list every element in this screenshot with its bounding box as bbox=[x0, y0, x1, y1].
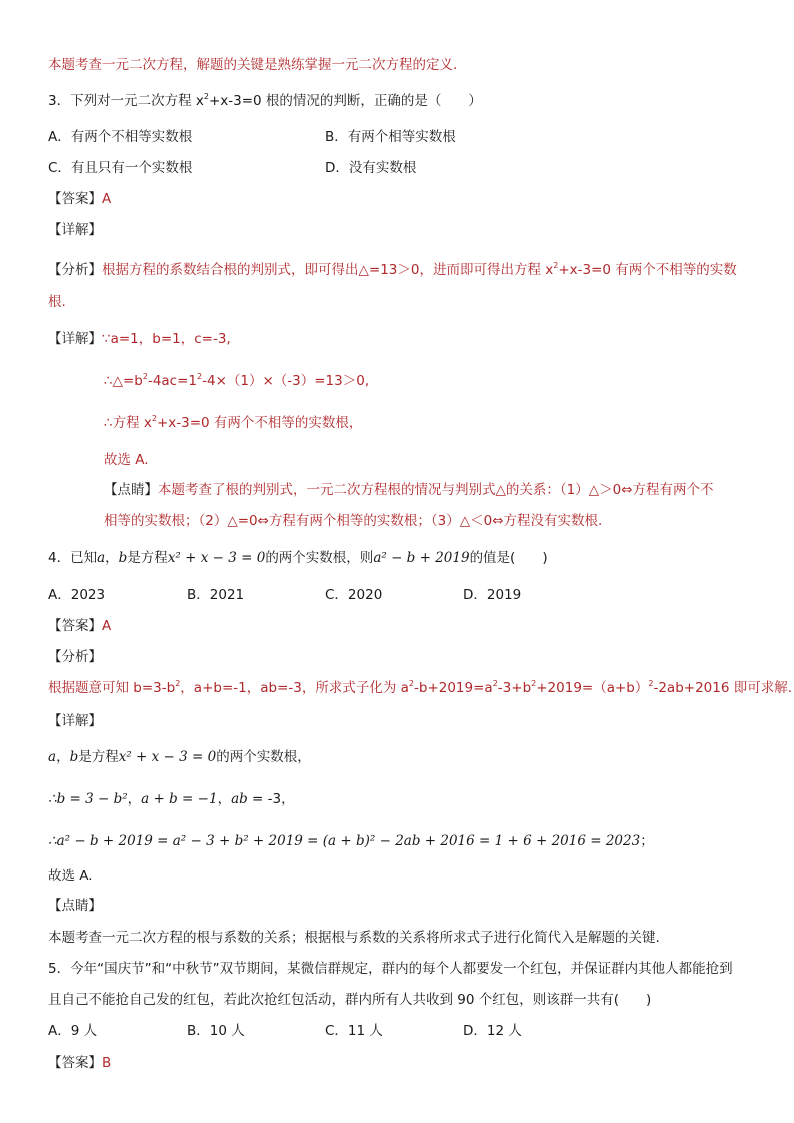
q5-option-a: A．9 人 bbox=[48, 1023, 98, 1039]
q3-analysis: 【分析】根据方程的系数结合根的判别式，即可得出△=13＞0，进而即可得出方程 $x^2+x-3=0$ 有两个不相等的实数 bbox=[48, 261, 737, 278]
q3-option-a: A．有两个不相等实数根 bbox=[48, 129, 193, 145]
q3-answer: 【答案】A bbox=[48, 191, 112, 207]
q3-comment: 【点睛】本题考查了根的判别式，一元二次方程根的情况与判别式△的关系：（1）△＞0⇔方程有两个不 bbox=[104, 482, 714, 498]
q5-option-d: D．12 人 bbox=[463, 1023, 522, 1039]
q3-option-d: D．没有实数根 bbox=[325, 160, 417, 176]
q3-solution-line2: $\therefore\triangle=b^2-4ac=1^2-4\times(1)\times(-3)=13>0$, bbox=[104, 372, 370, 389]
q4-detail-line4: 故选 A. bbox=[48, 868, 93, 884]
q4-option-b: B．2021 bbox=[187, 587, 245, 603]
q4-stem: 4．已知a，b是方程x² + x − 3 = 0的两个实数根，则a² − b + 2019的值是( ) bbox=[48, 550, 548, 566]
q4-analysis-tag: 【分析】 bbox=[48, 649, 102, 665]
q4-comment-tag: 【点睛】 bbox=[48, 898, 102, 914]
q4-option-c: C．2020 bbox=[325, 587, 383, 603]
q4-detail-line3: ∴a² − b + 2019 = a² − 3 + b² + 2019 = (a + b)² − 2ab + 2016 = 1 + 6 + 2016 = 2023； bbox=[48, 833, 654, 849]
q5-stem-line2: 且自己不能抢自己发的红包，若此次抢红包活动，群内所有人共收到 90 个红包，则该群一共有( ) bbox=[48, 992, 652, 1008]
q3-comment-line2: 相等的实数根；（2）△=0⇔方程有两个相等的实数根；（3）△＜0⇔方程没有实数根. bbox=[104, 513, 603, 529]
summary-text: 本题考查一元二次方程，解题的关键是熟练掌握一元二次方程的定义. bbox=[48, 57, 458, 73]
q5-answer: 【答案】B bbox=[48, 1055, 112, 1071]
q3-solution-line3: ∴方程 $x^2+x-3=0$ 有两个不相等的实数根， bbox=[104, 414, 363, 431]
q5-stem-line1: 5．今年“国庆节”和“中秋节”双节期间，某微信群规定，群内的每个人都要发一个红包，并保证群内其他人都能抢到 bbox=[48, 961, 733, 977]
q3-option-c: C．有且只有一个实数根 bbox=[48, 160, 193, 176]
q4-detail-tag: 【详解】 bbox=[48, 713, 102, 729]
q3-solution-line4: 故选 A. bbox=[104, 452, 149, 468]
q4-answer: 【答案】A bbox=[48, 618, 112, 634]
q3-stem: 3．下列对一元二次方程 $x^2+x-3=0$ 根的情况的判断，正确的是（ ） bbox=[48, 92, 482, 109]
q4-detail-line1: a，b是方程x² + x − 3 = 0的两个实数根， bbox=[48, 749, 311, 765]
q3-solution: 【详解】∵a=1，b=1，c=-3, bbox=[48, 331, 231, 347]
q4-detail-line2: ∴b = 3 − b²，a + b = −1，ab = -3， bbox=[48, 791, 295, 807]
q4-option-a: A．2023 bbox=[48, 587, 106, 603]
q3-detail-tag: 【详解】 bbox=[48, 222, 102, 238]
q3-option-b: B．有两个相等实数根 bbox=[325, 129, 456, 145]
q5-option-b: B．10 人 bbox=[187, 1023, 245, 1039]
q4-option-d: D．2019 bbox=[463, 587, 522, 603]
q4-analysis: 根据题意可知 $b=3-b^2$，a+b=-1，ab=-3，所求式子化为 $a^2-b+2019=a^2-3+b^2+2019=(a+b)^2-2ab+2016$ 即可求解. bbox=[48, 679, 793, 696]
q3-analysis-line2: 根. bbox=[48, 294, 66, 310]
q5-option-c: C．11 人 bbox=[325, 1023, 383, 1039]
q4-comment: 本题考查一元二次方程的根与系数的关系；根据根与系数的关系将所求式子进行化简代入是解题的关键. bbox=[48, 930, 660, 946]
